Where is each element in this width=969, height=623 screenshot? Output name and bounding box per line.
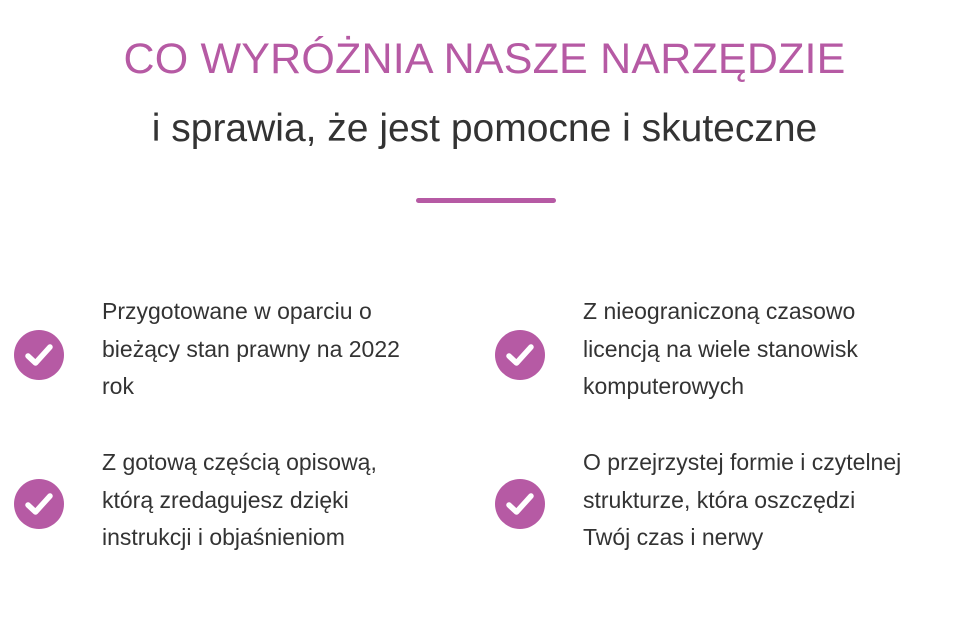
feature-text: Z gotową częścią opisową, którą zredagujesz dzięki instrukcji i objaśnieniom <box>102 449 377 550</box>
check-circle-icon <box>14 330 64 380</box>
check-circle-icon <box>495 330 545 380</box>
title-divider <box>416 198 556 203</box>
feature-text: Z nieograniczoną czasowo licencją na wiele stanowisk komputerowych <box>583 298 858 399</box>
feature-text: O przejrzystej formie i czytelnej strukturze, która oszczędzi Twój czas i nerwy <box>583 449 902 550</box>
check-circle-icon <box>14 479 64 529</box>
feature-text: Przygotowane w oparciu o bieżący stan prawny na 2022 rok <box>102 298 400 399</box>
page-title: CO WYRÓŻNIA NASZE NARZĘDZIE <box>123 35 846 83</box>
page-subtitle: i sprawia, że jest pomocne i skuteczne <box>151 107 818 150</box>
check-circle-icon <box>495 479 545 529</box>
